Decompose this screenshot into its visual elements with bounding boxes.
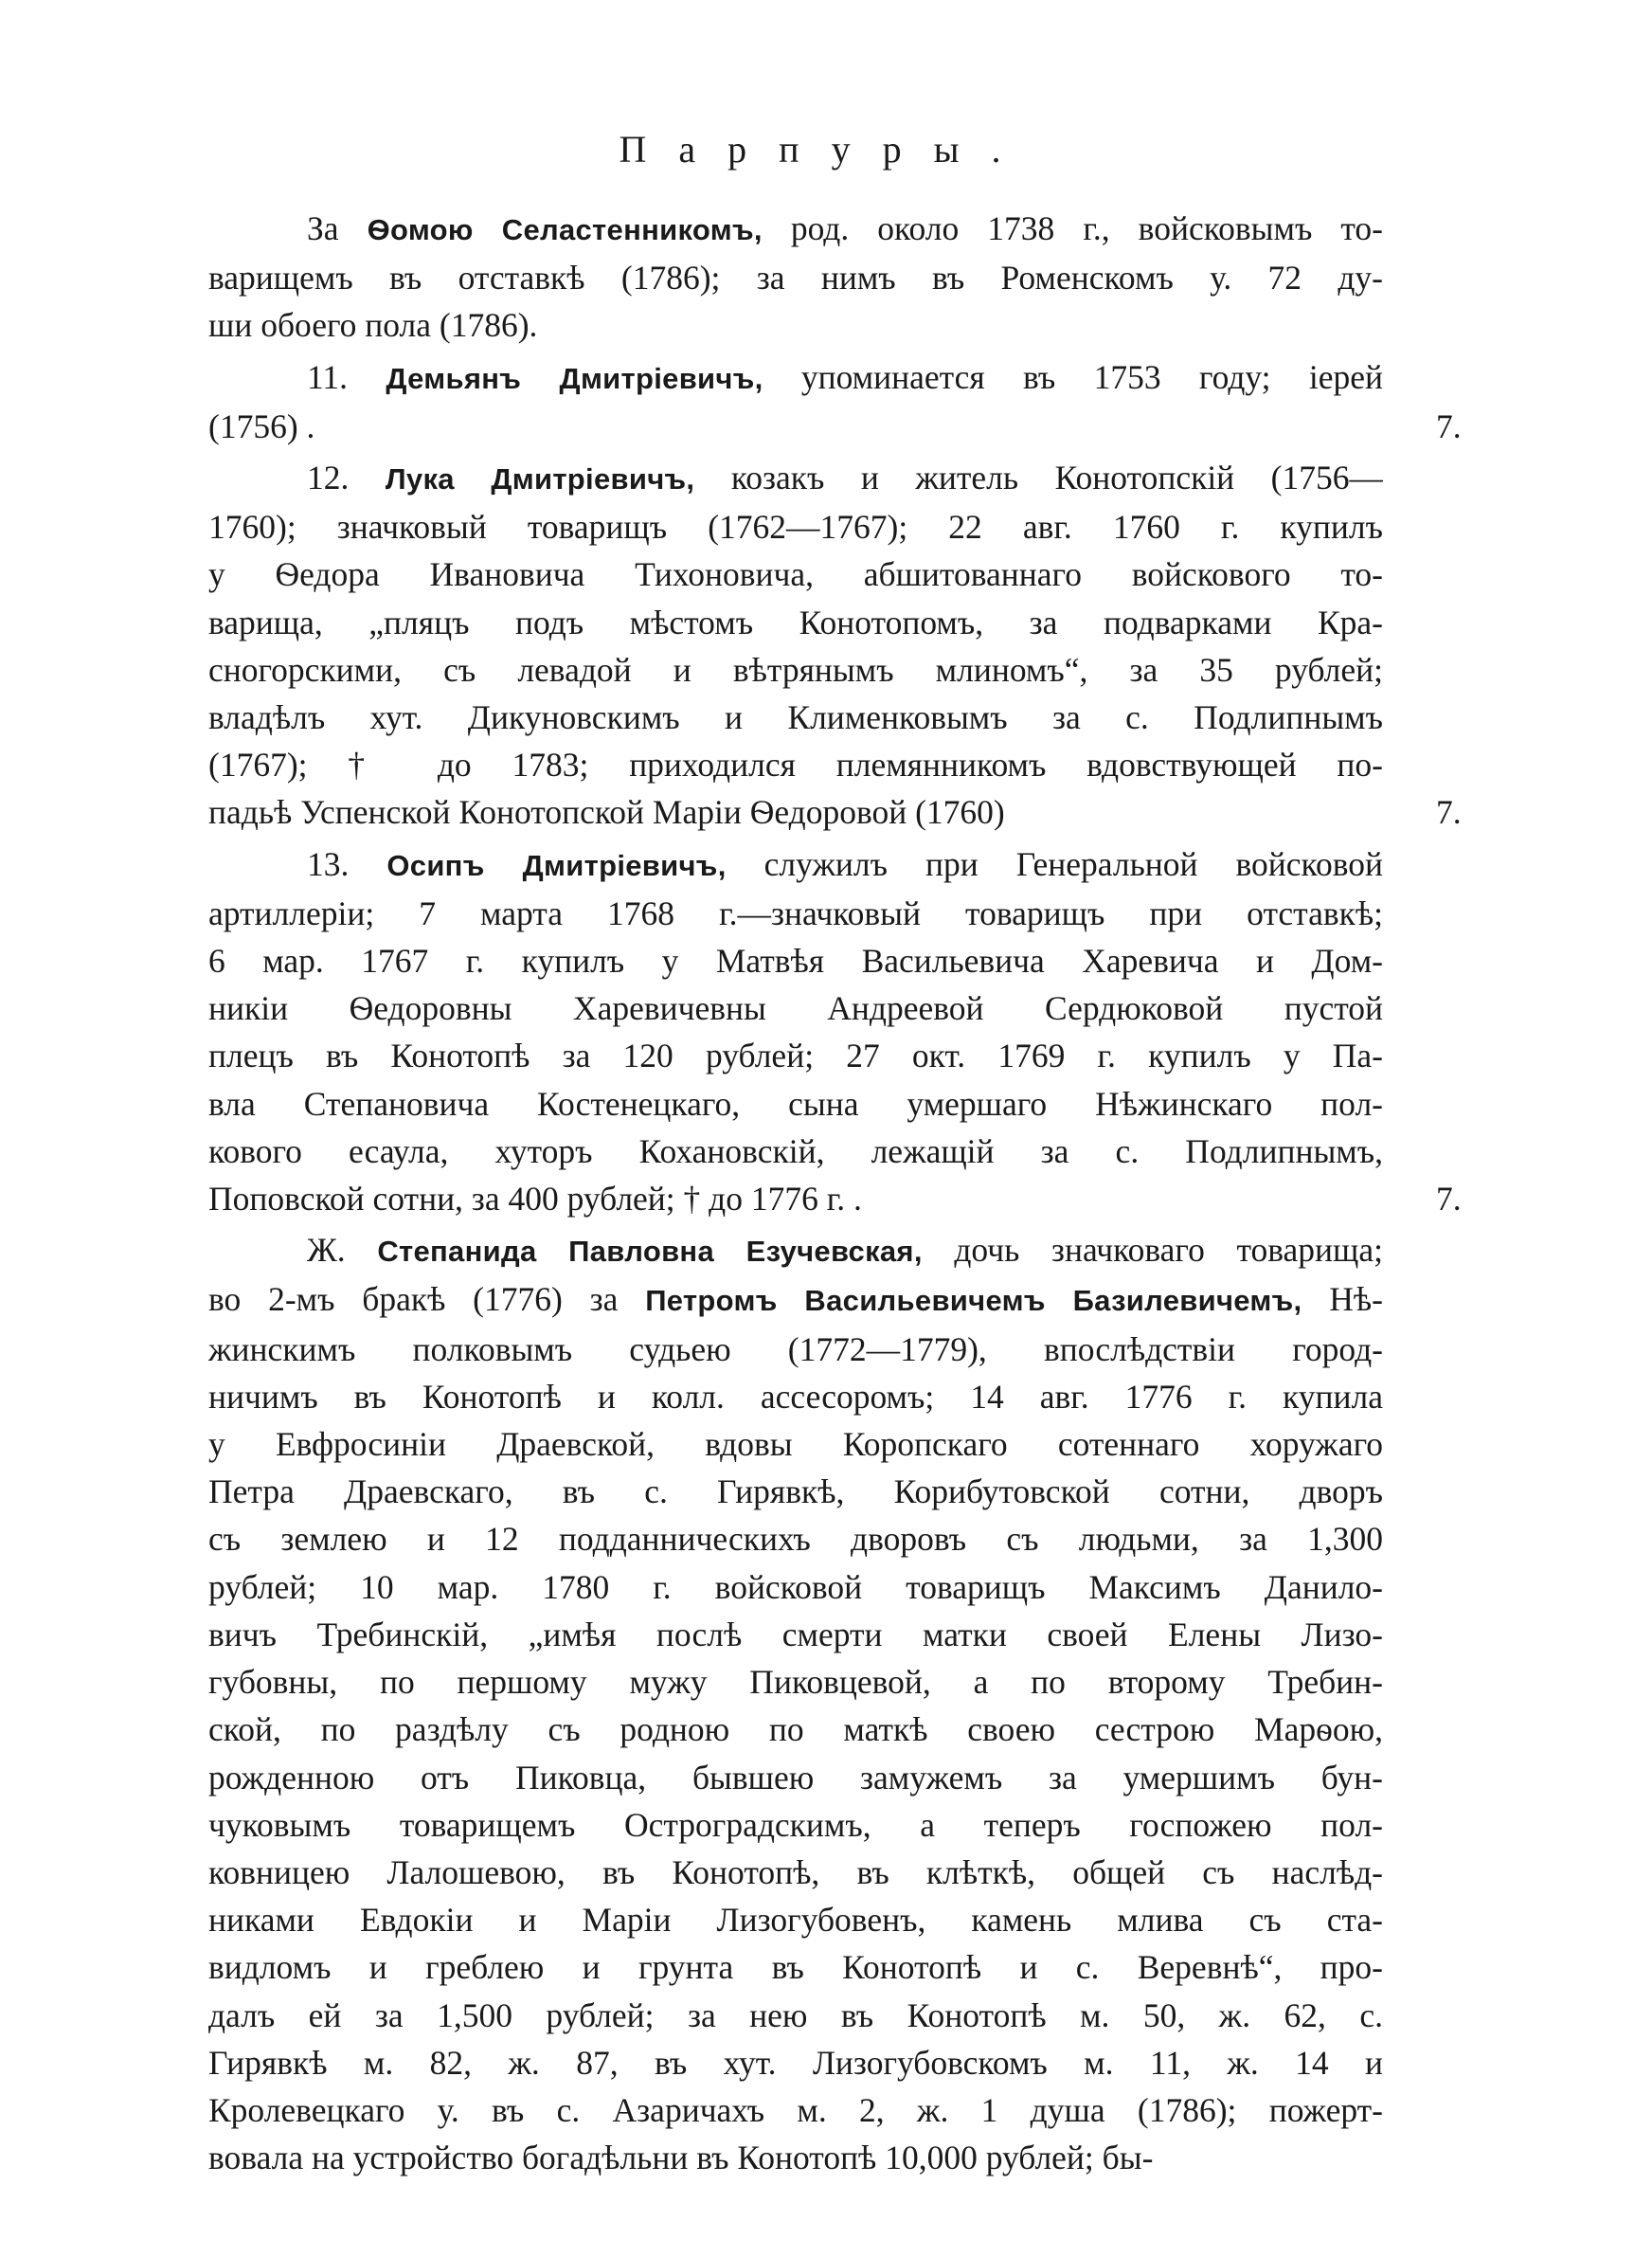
text-line [208, 1128, 1383, 1175]
text-run: ши обоего пола (1786). [208, 306, 538, 345]
margin-number: 7. [1436, 793, 1462, 832]
text-run: дочь значковаго товарища; [922, 1231, 1383, 1270]
text-line [208, 694, 1383, 741]
running-title: Парпуры. [619, 128, 1033, 171]
text-line [208, 1515, 1383, 1562]
text-run: упоминается въ 1753 году; іерей [763, 357, 1383, 396]
person-name: Демьянъ Дмитріевичъ, [386, 361, 763, 395]
text-line [208, 205, 1383, 254]
text-line [208, 1563, 1383, 1611]
person-name: Ѳомою Селастенникомъ, [367, 213, 763, 246]
text-line [208, 599, 1383, 646]
text-line [208, 1896, 1383, 1943]
text-line [208, 788, 1383, 836]
entry-osip [208, 840, 1462, 1223]
text-line [208, 254, 1383, 301]
text-run: далъ ей за 1,500 рублей; за нею въ Конотопѣ м. 50, ж. 62, с. [208, 1995, 1383, 2034]
text-line [208, 1992, 1383, 2039]
text-column [208, 205, 1462, 2185]
text-run: видломъ и греблею и грунта въ Конотопѣ и с. Веревнѣ“, про- [208, 1948, 1383, 1987]
text-line [208, 890, 1383, 937]
text-line [208, 1032, 1383, 1079]
text-line [208, 2134, 1383, 2181]
text-run: (1767); † до 1783; приходился племянникомъ вдовствующей по- [208, 746, 1383, 785]
text-line [208, 454, 1383, 503]
text-run: ничимъ въ Конотопѣ и колл. ассесоромъ; 14 авг. 1776 г. купила [208, 1377, 1383, 1416]
text-line [208, 1801, 1383, 1849]
text-run: Гирявкѣ м. 82, ж. 87, въ хут. Лизогубовскомъ м. 11, ж. 14 и [208, 2043, 1383, 2082]
text-run: съ землею и 12 подданническихъ дворовъ съ людьми, за 1,300 [208, 1520, 1383, 1559]
text-line [208, 2086, 1383, 2134]
text-line [208, 1373, 1383, 1420]
text-run: Нѣ- [1302, 1280, 1383, 1319]
text-run: 6 мар. 1767 г. купилъ у Матвѣя Васильевича Харевича и Дом- [208, 942, 1383, 981]
text-run: сногорскими, съ левадой и вѣтрянымъ млиномъ“, за 35 рублей; [208, 650, 1383, 689]
person-name: Степанида Павловна Езучевская, [377, 1235, 923, 1269]
text-line [208, 646, 1383, 694]
text-run: Ж. [307, 1231, 378, 1270]
text-run: никами Евдокіи и Маріи Лизогубовенъ, камень млива съ ста- [208, 1901, 1383, 1940]
person-name: Осипъ Дмитріевичъ, [386, 848, 727, 882]
text-run: рублей; 10 мар. 1780 г. войсковой товарищъ Максимъ Данило- [208, 1567, 1383, 1606]
text-run: вовала на устройство богадѣльни въ Конотопѣ 10,000 рублей; бы- [208, 2139, 1154, 2177]
text-run: падьѣ Успенской Конотопской Маріи Ѳедоровой (1760) [208, 793, 1005, 832]
entry-luka [208, 454, 1462, 837]
text-line [208, 551, 1383, 598]
entry-demyan [208, 353, 1462, 450]
text-line [208, 1420, 1383, 1468]
text-run: владѣлъ хут. Дикуновскимъ и Клименковымъ за с. Подлипнымъ [208, 698, 1383, 737]
text-run: род. около 1738 г., войсковымъ то- [762, 209, 1383, 247]
text-run: За [307, 209, 368, 247]
text-line [208, 503, 1383, 551]
text-line [208, 1754, 1383, 1801]
text-run: 1760); значковый товарищъ (1762—1767); 22 авг. 1760 г. купилъ [208, 508, 1383, 547]
text-run: варища, „пляцъ подъ мѣстомъ Конотопомъ, за подварками Кра- [208, 603, 1383, 641]
text-run: во 2-мъ бракѣ (1776) за [208, 1280, 646, 1319]
text-run: чуковымъ товарищемъ Остроградскимъ, а теперъ госпожею пол- [208, 1805, 1383, 1844]
text-run: вичъ Требинскій, „имѣя послѣ смерти матки своей Елены Лизо- [208, 1615, 1383, 1653]
text-run: варищемъ въ отставкѣ (1786); за нимъ въ Роменскомъ у. 72 ду- [208, 259, 1383, 298]
text-line [208, 1175, 1383, 1222]
text-line [208, 1080, 1383, 1128]
text-line [208, 1326, 1383, 1373]
person-name: Петромъ Васильевичемъ Базилевичемъ, [645, 1284, 1302, 1318]
entry-foma [208, 205, 1383, 350]
text-run: (1756) . [208, 406, 315, 445]
text-line [208, 1275, 1383, 1325]
text-run: 12. [307, 459, 386, 497]
text-run: Петра Драевскаго, въ с. Гирявкѣ, Корибутовской сотни, дворъ [208, 1472, 1383, 1511]
text-line [208, 1849, 1383, 1896]
text-run: Поповской сотни, за 400 рублей; † до 1776 г. . [208, 1180, 862, 1219]
text-run: губовны, по першому мужу Пиковцевой, а по второму Требин- [208, 1663, 1383, 1702]
text-line [208, 2039, 1383, 2086]
text-line [208, 403, 1383, 450]
text-line [208, 1611, 1383, 1658]
text-line [208, 1706, 1383, 1753]
text-line [208, 1226, 1383, 1275]
text-run: вла Степановича Костенецкаго, сына умершаго Нѣжинскаго пол- [208, 1084, 1383, 1123]
person-name: Лука Дмитріевичъ, [385, 462, 695, 497]
text-run: рожденною отъ Пиковца, бывшею замужемъ за умершимъ бун- [208, 1758, 1383, 1797]
text-run: ковницею Лалошевою, въ Конотопѣ, въ клѣткѣ, общей съ наслѣд- [208, 1852, 1383, 1891]
text-run: никіи Ѳедоровны Харевичевны Андреевой Сердюковой пустой [208, 989, 1383, 1028]
text-line [208, 741, 1383, 788]
text-run: козакъ и житель Конотопскій (1756— [694, 459, 1383, 497]
text-run: служилъ при Генеральной войсковой [726, 844, 1383, 883]
text-run: 11. [307, 357, 386, 396]
entry-stepanida [208, 1226, 1383, 2181]
text-run: Кролевецкаго у. въ с. Азаричахъ м. 2, ж. 1 душа (1786); пожерт- [208, 2090, 1383, 2129]
text-run: ской, по раздѣлу съ родною по маткѣ своею сестрою Марѳою, [208, 1710, 1383, 1749]
text-run: плецъ въ Конотопѣ за 120 рублей; 27 окт. 1769 г. купилъ у Па- [208, 1037, 1383, 1075]
text-line [208, 1468, 1383, 1515]
text-run: у Ѳедора Ивановича Тихоновича, абшитованнаго войскового то- [208, 555, 1383, 594]
text-run: артиллеріи; 7 марта 1768 г.—значковый товарищъ при отставкѣ; [208, 894, 1383, 932]
text-run: жинскимъ полковымъ судьею (1772—1779), впослѣдствіи город- [208, 1329, 1383, 1368]
text-run: кового есаула, хуторъ Кохановскій, лежащій за с. Подлипнымъ, [208, 1131, 1383, 1170]
margin-number: 7. [1436, 406, 1462, 445]
text-line [208, 840, 1383, 890]
text-line [208, 937, 1383, 984]
text-run: у Евфросиніи Драевской, вдовы Коропскаго сотеннаго хоружаго [208, 1425, 1383, 1464]
text-run: 13. [307, 844, 387, 883]
text-line [208, 301, 1383, 349]
text-line [208, 1658, 1383, 1706]
margin-number: 7. [1436, 1180, 1462, 1219]
text-line [208, 1943, 1383, 1991]
text-line [208, 353, 1383, 403]
text-line [208, 984, 1383, 1032]
